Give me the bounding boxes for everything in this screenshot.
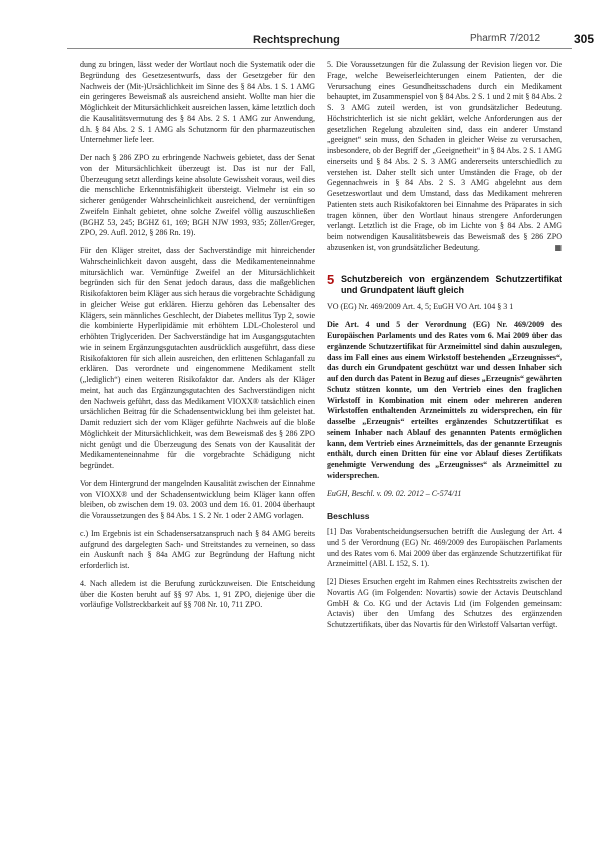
section-title: Schutzbereich von ergänzendem Schutzzertifikat und Grundpatent läuft gleich bbox=[341, 273, 562, 295]
paragraph: Der nach § 286 ZPO zu erbringende Nachweis gebietet, dass der Senat von der Mitursächlichkeit überzeugt ist. Das ist nur der Fall, Überzeugung setzt allerdings keine absolute Gewissheit voraus, weil dies die menschliche Erkenntnisfähigkeit übersteigt. Vielmehr ist ein so sicherer genügender Wahrscheinlichkeit ausreichend, der vernünftigen Zweifeln Einhalt gebietet, ohne solche Zweifel völlig auszuschließen (BGHZ 53, 245; BGHZ 61, 169; BGH NJW 1993, 935; Zöller/Greger, ZPO, 29. Aufl. 2012, § 286 Rn. 19). bbox=[80, 153, 315, 238]
left-column bbox=[80, 60, 315, 618]
headnote: Die Art. 4 und 5 der Verordnung (EG) Nr. 469/2009 des Europäischen Parlaments und des Rates vom 6. Mai 2009 über das ergänzende Schutzzertifikat für Arzneimittel sind dahin auszulegen, dass im Fall eines aus einem Wirkstoff bestehenden „Erzeugnisses“, das durch ein Grundpatent geschützt war und dessen Inhaber sich auf den durch das Patent in Bezug auf dieses „Erzeugnis“ gewährten Schutz stützen konnte, um den Vertrieb eines den fraglichen Wirkstoff in Kombination mit einem oder mehreren anderen Wirkstoffen enthaltenden Arzneimittels zu widersprechen, ein für dasselbe „Erzeugnis“ erteiltes ergänzendes Schutzzertifikat es seinem Inhaber nach Ablauf des genannten Patents ermöglichen kann, dem Vertrieb eines Arzneimittels, das der genannte Erzeugnis enthält, durch einen Dritten für eine vor Ablauf dieses Zertifikats genehmigte Verwendung des „Erzeugnisses“ als Arzneimittel zu widersprechen. bbox=[327, 320, 562, 480]
header-rule bbox=[67, 48, 572, 49]
journal-issue: PharmR 7/2012 bbox=[470, 33, 541, 44]
paragraph: 4. Nach alledem ist die Berufung zurückzuweisen. Die Entscheidung über die Kosten beruht auf §§ 97 Abs. 1, 91 ZPO, diejenige über die vorläufige Vollstreckbarkeit auf §§ 708 Nr. 10, 711 ZPO. bbox=[80, 578, 315, 610]
paragraph: c.) Im Ergebnis ist ein Schadensersatzanspruch nach § 84 AMG bereits aufgrund des dargelegten Sach- und Streitstandes zu verneinen, so dass ein Auskunft nach § 84a AMG zur Begründung der Haftung nicht erforderlich ist. bbox=[80, 528, 315, 570]
end-of-article-icon: ▦ bbox=[554, 242, 562, 252]
paragraph: [2] Dieses Ersuchen ergeht im Rahmen eines Rechtsstreits zwischen der Novartis AG (im Folgenden: Novartis) sowie der Actavis Deutschland GmbH & Co. KG und der Actavis Ltd (im Folgenden gemeinsam: Actavis) über den Umfang des Schutzes des ergänzenden Schutzzertifikats, über das Novartis für den Wirkstoff Valsartan verfügt. bbox=[327, 577, 562, 629]
paragraph: dung zu bringen, lässt weder der Wortlaut noch die Systematik oder die Begründung des Gesetzesentwurfs, dass der Gesetzgeber für den Nachweis der (Mit-)Ursächlichkeit im Sinne des § 84 Abs. 1 S. 1 AMG ein geringeres Beweismaß als ausreichend ansieht. Wollte man hier die Möglichkeit der Mitursächlichkeit ausreichen lassen, käme letztlich doch die Kausalitätsvermutung des § 84 Abs. 2 S. 1 AMG zur Anwendung, d.h. § 84 Abs. 2 S. 1 AMG als Schutznorm für den pharmazeutischen Unternehmer liefe leer. bbox=[80, 60, 315, 145]
paragraph: Für den Kläger streitet, dass der Sachverständige mit hinreichender Wahrscheinlichkeit davon ausgeht, dass die Medikamenteneinnahme mitursächlich war. Vernünftige Zweifel an der Mitursächlichkeit begründen sich für den Senat jedoch daraus, dass die maßgeblichen Risikofaktoren beim Kläger aus sich heraus die vorgebrachte Schädigung in gleicher Weise gut erklären. Hierzu gehören das Lebensalter des Klägers, sein männliches Geschlecht, der Diabetes mellitus Typ 2, sowie die kombinierte Hyperlipidämie mit erhöhtem LDL-Cholesterol und erhöhten Triglyceriden. Der Sachverständige hat im Ausgangsgutachten wie in seinem Ergänzungsgutachten ausdrücklich ausgeführt, dass diese Risikofaktoren für sich allein ausreichen, den erlittenen Schlaganfall zu erklären. Das verordnete und eingenommene Medikament stellt („lediglich“) einen weiteren Risikofaktor dar. Anders als der Kläger meint, hat auch das Ergänzungsgutachten des Sachverständigen nicht den Nachweis geführt, dass das Medikament VIOXX® tatsächlich einen ursächlichen Beitrag für die Schadensentwicklung bei ihm geleistet hat. Damit reduziert sich der vom Kläger geführte Nachweis auf die bloße Möglichkeit der Mitursächlichkeit, was dem Beweismaß des § 286 ZPO nicht genügt und die Überzeugung des Senats von der Kausalität der Medikamenteneinnahme für die vorgebrachte Schädigung nicht begründet. bbox=[80, 246, 315, 470]
paragraph-with-endmark bbox=[327, 60, 562, 254]
right-column bbox=[327, 60, 562, 638]
paragraph: [1] Das Vorabentscheidungsersuchen betrifft die Auslegung der Art. 4 und 5 der Verordnung (EG) Nr. 469/2009 des Europäischen Parlaments und des Rates vom 6. Mai 2009 über das ergänzende Schutzzertifikat für Arzneimittel (ABl. L 152, S. 1). bbox=[327, 527, 562, 569]
paragraph-text: 5. Die Voraussetzungen für die Zulassung der Revision liegen vor. Die Frage, welche Beweiserleichterungen einem Patienten, der die Verursachung eines Gesundheitsschadens durch ein Medikament behauptet, im Zusammenspiel von § 84 Abs. 2 S. 1 und 2 mit § 84 Abs. 2 S. 3 AMG zuteil werden, ist von grundsätzlicher Bedeutung. Höchstrichterlich ist sie nicht geklärt, welche Anforderungen aus der gesetzlichen Regelung abzuleiten sind, dass ein anderer Umstand „geeignet“ sein muss, den Schaden in gleicher Weise zu verursachen, insbesondere, ob der Begriff der „Geeignetheit“ in § 84 Abs. 2 S. 1 AMG einerseits und § 84 Abs. 2 S. 3 AMG andererseits unterschiedlich zu verstehen ist. Daher stellt sich unter Umständen die Frage, ob der Gegennachweis in § 84 Abs. 2 S. 3 AMG abgelehnt aus dem Gesetzeswortlaut und dem Umstand, dass das Medikament mehreren Patienten stets auch Risikofaktoren bei Einnahme des Präparates in sich tragen können, über den Wortlaut hinaus strengere Anforderungen verlangt. Letztlich ist die Frage, ob im Lichte von § 84 Abs. 2 AMG beim notwendigen Kausalitätsbeweis das Beweismaß des § 286 ZPO abzusenken ist, von grundsätzlicher Bedeutung. bbox=[327, 60, 562, 252]
decision-citation: EuGH, Beschl. v. 09. 02. 2012 – C-574/11 bbox=[327, 488, 462, 498]
paragraph: Vor dem Hintergrund der mangelnden Kausalität zwischen der Einnahme von VIOXX® und der Schadensentwicklung beim Kläger kann offen bleiben, ob zwischen dem 19. 03. 2003 und dem 16. 01. 2004 überhaupt die Voraussetzungen des § 84 Abs. 1 S. 2 Nr. 1 oder 2 AMG vorlagen. bbox=[80, 478, 315, 520]
section-heading bbox=[327, 271, 562, 296]
section-number: 5 bbox=[327, 271, 335, 287]
beschluss-heading: Beschluss bbox=[327, 511, 370, 522]
page-number: 305 bbox=[574, 32, 595, 46]
page-header bbox=[0, 0, 614, 60]
legal-references: VO (EG) Nr. 469/2009 Art. 4, 5; EuGH VO Art. 104 § 3 1 bbox=[327, 301, 514, 311]
rubric-title: Rechtsprechung bbox=[253, 34, 340, 46]
